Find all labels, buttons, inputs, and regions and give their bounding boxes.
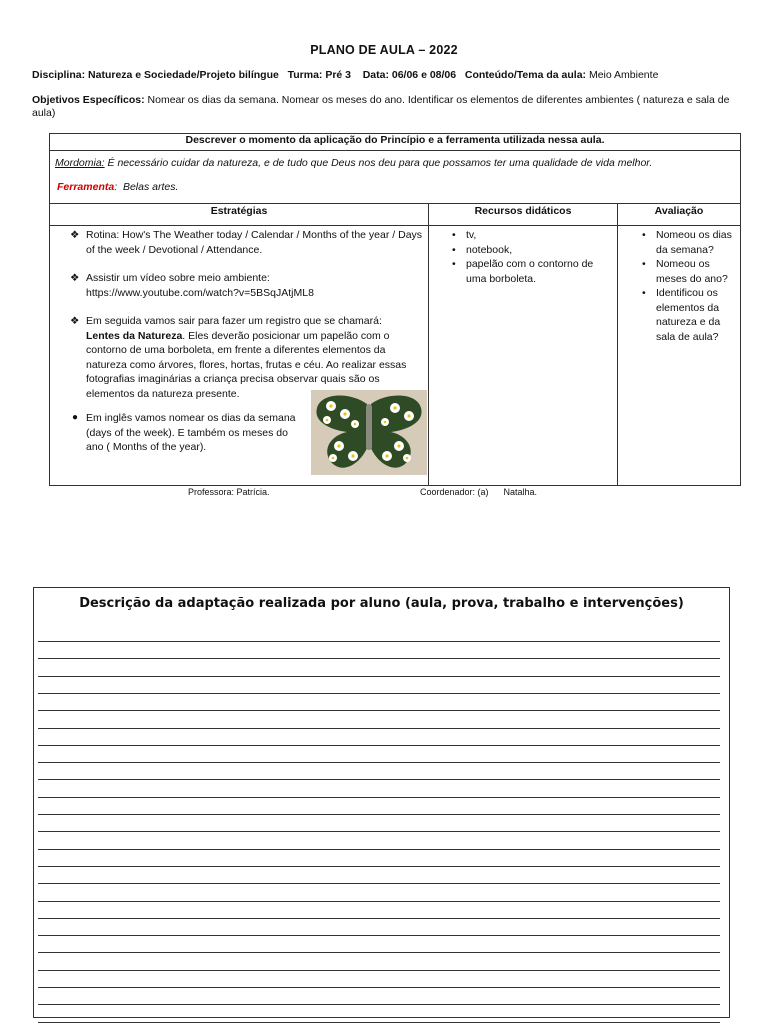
writing-line xyxy=(38,1004,720,1005)
dot-bullet-icon: • xyxy=(452,258,456,270)
diamond-bullet-icon: ❖ xyxy=(70,229,80,241)
disciplina-value: Natureza e Sociedade/Projeto bilíngue xyxy=(88,69,279,81)
butterfly-photo xyxy=(311,390,427,475)
dot-bullet-icon: • xyxy=(642,287,646,299)
turma-label: Turma: xyxy=(287,69,323,81)
resource-item: • papelão com o contorno de uma borboleta. xyxy=(452,258,594,285)
writing-line xyxy=(38,658,720,659)
resources-header: Recursos didáticos xyxy=(474,205,572,217)
dot-bullet-icon: • xyxy=(642,229,646,241)
principle-heading: Descrever o momento da aplicação do Princípio e a ferramenta utilizada nessa aula. xyxy=(50,134,740,151)
dot-bullet-icon: • xyxy=(452,243,456,256)
writing-line xyxy=(38,866,720,867)
ferramenta-text: Belas artes. xyxy=(122,181,179,193)
objectives xyxy=(32,94,742,120)
page-title: PLANO DE AULA – 2022 xyxy=(310,43,458,57)
disciplina-label: Disciplina: xyxy=(32,69,86,81)
mordomia-line xyxy=(55,157,735,169)
writing-line xyxy=(38,883,720,884)
objectives-label: Objetivos Específicos: xyxy=(32,94,145,106)
writing-line xyxy=(38,918,720,919)
diamond-bullet-icon: ❖ xyxy=(70,315,80,327)
writing-line xyxy=(38,831,720,832)
ferramenta-label: Ferramenta xyxy=(57,181,115,193)
evaluation-item: • Identificou os elementos da natureza e da sala de aula? xyxy=(642,287,721,343)
writing-line xyxy=(38,728,720,729)
resource-item: • tv, xyxy=(452,229,477,241)
writing-line xyxy=(38,762,720,763)
writing-line xyxy=(38,641,720,642)
strategy-item: ❖ Assistir um vídeo sobre meio ambiente: https://www.youtube.com/watch?v=5BSqJAtjML8 xyxy=(70,272,314,299)
strategies-header: Estratégias xyxy=(210,205,268,217)
data-label: Data: xyxy=(362,69,389,81)
mordomia-label: Mordomia: xyxy=(55,157,105,169)
conteudo-value: Meio Ambiente xyxy=(588,69,659,81)
professora-signature: Professora: Patrícia. xyxy=(188,487,270,497)
writing-line xyxy=(38,676,720,677)
lesson-info-line xyxy=(32,69,752,81)
dot-bullet-icon: ● xyxy=(72,412,79,423)
data-value: 06/06 e 08/06 xyxy=(391,69,457,81)
writing-line xyxy=(38,987,720,988)
video-link[interactable]: https://www.youtube.com/watch?v=5BSqJAtjML8 xyxy=(86,286,314,299)
writing-line xyxy=(38,693,720,694)
resource-item: • notebook, xyxy=(452,243,513,256)
mordomia-text: É necessário cuidar da natureza, e de tudo que Deus nos deu para que possamos ter uma qualidade de vida melhor. xyxy=(107,157,653,169)
resources-column xyxy=(450,228,610,286)
evaluation-header: Avaliação xyxy=(654,205,704,217)
evaluation-item: • Nomeou os dias da semana? xyxy=(642,229,732,256)
writing-line xyxy=(38,952,720,953)
adaptation-title: Descrição da adaptação realizada por aluno (aula, prova, trabalho e intervenções) xyxy=(79,596,684,611)
strategy-item: ❖ Rotina: How's The Weather today / Calendar / Months of the year / Days of the week / Devotional / Attendance. xyxy=(70,229,423,256)
dot-bullet-icon: • xyxy=(452,229,456,241)
writing-line xyxy=(38,901,720,902)
ferramenta-line: Ferramenta: Belas artes. xyxy=(57,181,179,193)
writing-line xyxy=(38,745,720,746)
strategy-item: ❖ Em seguida vamos sair para fazer um registro que se chamará: Lentes da Natureza. Eles deverão posicionar um papelão com o contorno de uma borboleta, em frente a diferentes elementos da natureza como árvores, flores, hortas, frutas e céu. Ao realizar essas fotografias imaginárias a criança precisa observar quais são os elementos da natureza presente. xyxy=(70,315,407,400)
column-divider xyxy=(617,203,618,485)
evaluation-column xyxy=(640,228,740,344)
writing-line xyxy=(38,779,720,780)
column-header-row xyxy=(50,203,740,226)
lesson-plan-table xyxy=(49,133,741,486)
strategy-item: ● Em inglês vamos nomear os dias da semana (days of the week). E também os meses do ano ( Months of the year). xyxy=(72,412,296,453)
writing-line xyxy=(38,797,720,798)
writing-line xyxy=(38,1022,720,1023)
conteudo-label: Conteúdo/Tema da aula: xyxy=(464,69,587,81)
evaluation-item: • Nomeou os meses do ano? xyxy=(642,258,728,285)
turma-value: Pré 3 xyxy=(325,69,352,81)
writing-line xyxy=(38,849,720,850)
writing-line xyxy=(38,710,720,711)
writing-line xyxy=(38,970,720,971)
objectives-text: Nomear os dias da semana. Nomear os meses do ano. Identificar os elementos de diferentes ambientes ( natureza e sala de aula) xyxy=(32,94,730,119)
diamond-bullet-icon: ❖ xyxy=(70,272,80,284)
writing-line xyxy=(38,935,720,936)
coordenador-signature: Coordenador: (a) Natalha. xyxy=(420,487,538,497)
column-divider xyxy=(428,203,429,485)
writing-line xyxy=(38,814,720,815)
dot-bullet-icon: • xyxy=(642,258,646,270)
adaptation-box xyxy=(33,587,730,1018)
